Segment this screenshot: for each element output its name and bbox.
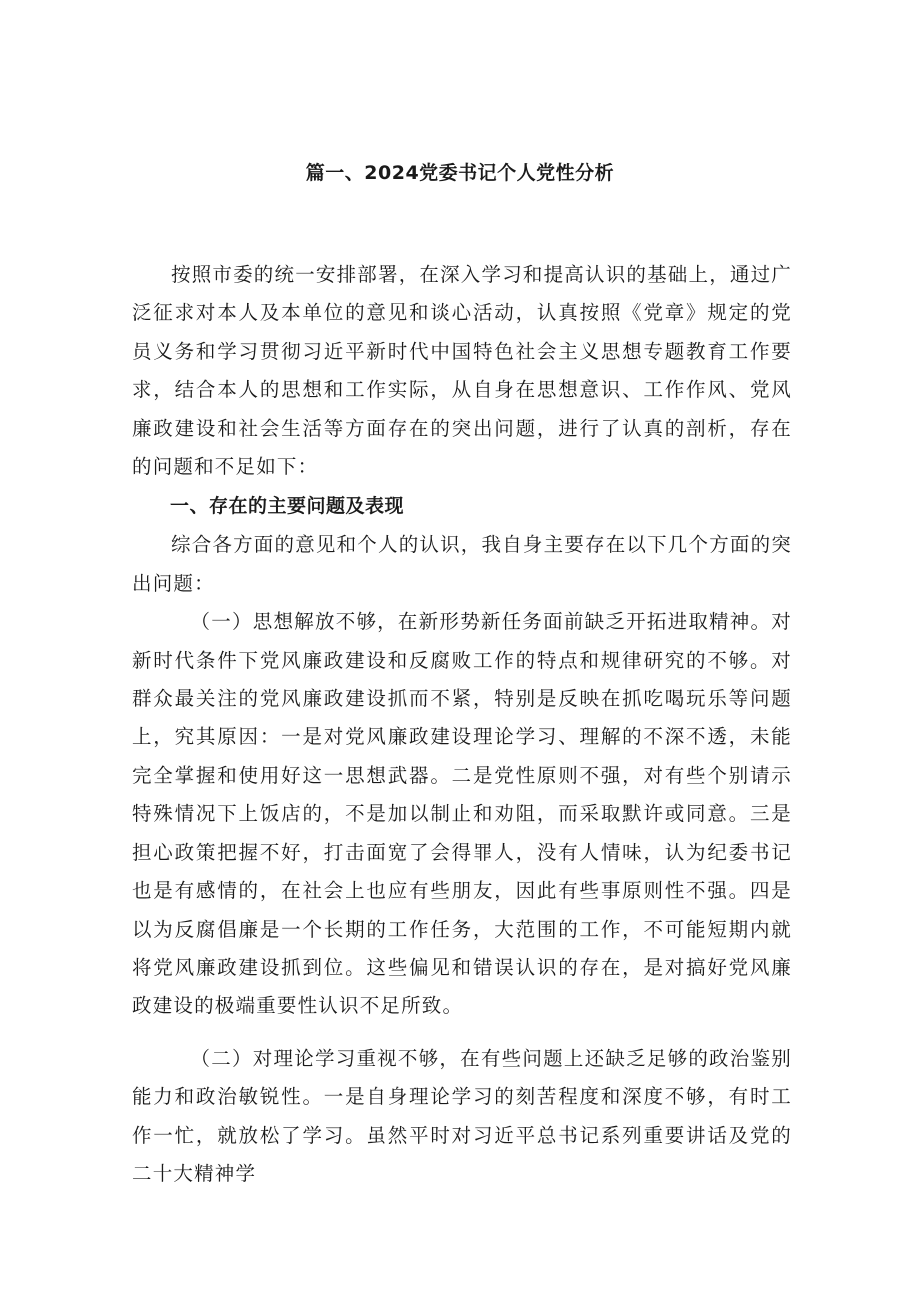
issue-paragraph-2: （二）对理论学习重视不够，在有些问题上还缺乏足够的政治鉴别能力和政治敏锐性。一是自身理论学习的刻苦程度和深度不够，有时工作一忙，就放松了学习。虽然平时对习近平总书记系列重要讲话及党的二十大精神学 xyxy=(132,1046,792,1185)
document-title: 篇一、2024党委书记个人党性分析 xyxy=(305,162,615,184)
section-heading: 一、存在的主要问题及表现 xyxy=(170,495,405,518)
document-body xyxy=(132,256,792,1193)
section-lead-paragraph: 综合各方面的意见和个人的认识，我自身主要存在以下几个方面的突出问题： xyxy=(132,533,793,595)
issue-paragraph-1: （一）思想解放不够，在新形势新任务面前缺乏开拓进取精神。对新时代条件下党风廉政建设和反腐败工作的特点和规律研究的不够。对群众最关注的党风廉政建设抓而不紧，特别是反映在抓吃喝玩乐等问题上，究其原因：一是对党风廉政建设理论学习、理解的不深不透，未能完全掌握和使用好这一思想武器。二是党性原则不强，对有些个别请示特殊情况下上饭店的，不是加以制止和劝阻，而采取默许或同意。三是担心政策把握不好，打击面宽了会得罪人，没有人情味，认为纪委书记也是有感情的，在社会上也应有些朋友，因此有些事原则性不强。四是以为反腐倡廉是一个长期的工作任务，大范围的工作，不可能短期内就将党风廉政建设抓到位。这些偏见和错误认识的存在，是对搞好党风廉政建设的极端重要性认识不足所致。 xyxy=(132,610,792,1018)
intro-paragraph: 按照市委的统一安排部署，在深入学习和提高认识的基础上，通过广泛征求对本人及本单位的意见和谈心活动，认真按照《党章》规定的党员义务和学习贯彻习近平新时代中国特色社会主义思想专题教育工作要求，结合本人的思想和工作实际，从自身在思想意识、工作作风、党风廉政建设和社会生活等方面存在的突出问题，进行了认真的剖析，存在的问题和不足如下： xyxy=(132,263,793,479)
